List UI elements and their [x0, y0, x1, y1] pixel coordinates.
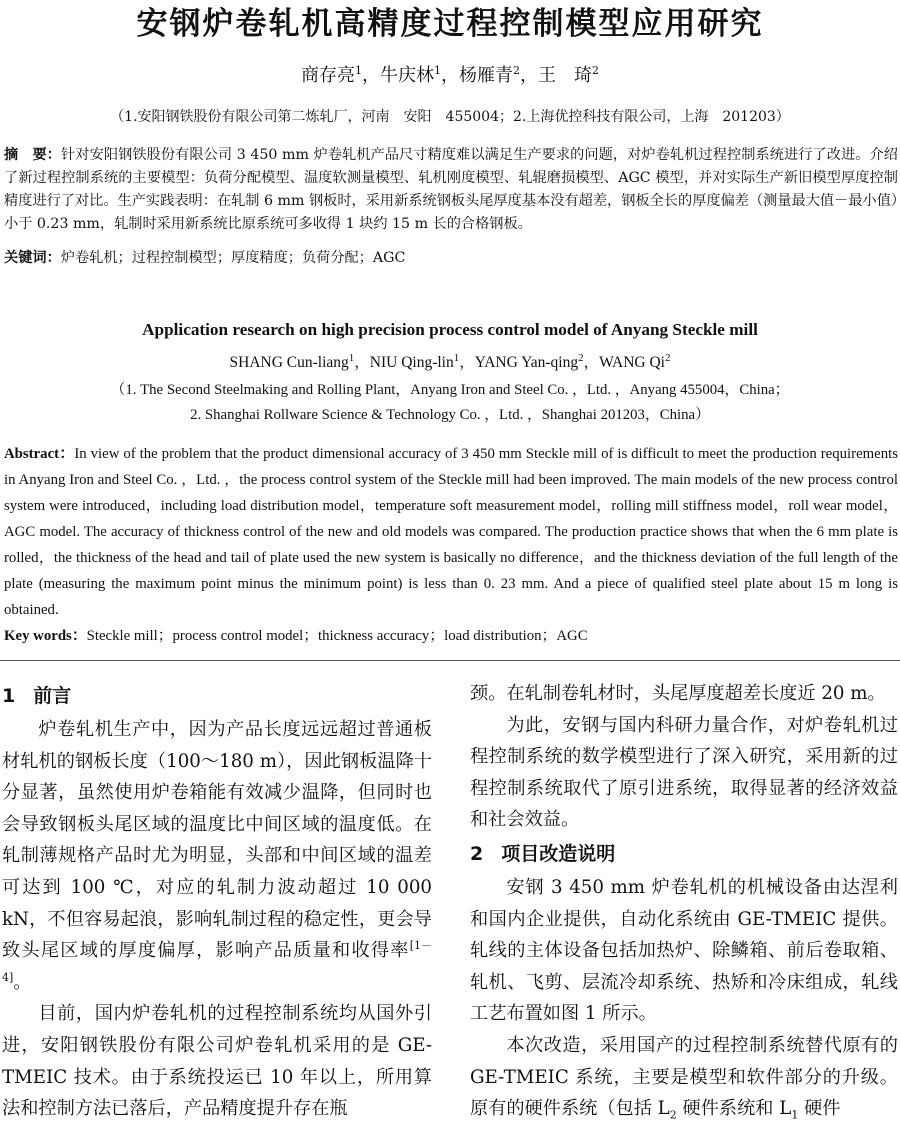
keywords-en-label: Key words：	[4, 628, 87, 644]
author-name: YANG Yan-qing	[474, 354, 579, 371]
affiliation-en-line-2: 2. Shanghai Rollware Science & Technology Co. ，Ltd. ，Shanghai 201203，China）	[190, 407, 710, 423]
subscript: 1	[791, 1108, 799, 1122]
abstract-en	[4, 441, 898, 623]
author-name: 牛庆林	[380, 65, 434, 86]
paragraph-text: 硬件	[798, 1098, 841, 1120]
abstract-cn-label: 摘 要：	[4, 147, 62, 163]
affiliation-cn: （1.安阳钢铁股份有限公司第二炼轧厂，河南 安阳 455004；2.上海优控科技有限公司，上海 201203）	[110, 109, 790, 125]
body-paragraph	[470, 1030, 898, 1125]
author-name: SHANG Cun-liang	[229, 354, 349, 371]
citation-ref: [1－4]	[2, 939, 432, 984]
author-affiliation-mark: 2	[578, 351, 584, 364]
paragraph-text: 硬件系统和 L	[676, 1098, 792, 1120]
paragraph-end: 。	[13, 971, 32, 993]
author-name: 商存亮	[301, 65, 355, 86]
abstract-en-label: Abstract：	[4, 446, 75, 462]
section-number: 2	[470, 842, 484, 865]
author-name: WANG Qi	[599, 354, 665, 371]
body-paragraph	[2, 714, 432, 998]
body-column-right	[470, 678, 898, 1125]
section-title: 项目改造说明	[501, 842, 616, 865]
author-affiliation-mark: 2	[665, 351, 671, 364]
author-name: NIU Qing-lin	[369, 354, 454, 371]
section-number: 1	[2, 685, 16, 707]
keywords-cn-text: 炉卷轧机；过程控制模型；厚度精度；负荷分配；AGC	[60, 250, 406, 266]
abstract-en-text: In view of the problem that the product dimensional accuracy of 3 450 mm Steckle mill of is difficult to meet the production requirements in Anyang Iron and Steel Co. ，Ltd. ，the process control system of the Steckle mill had been improved. The main models of the new process control system were introduced，including load distribution model，temperature soft measurement model，rolling mill stiffness model，roll wear model，AGC model. The accuracy of thickness control of the new and old models was compared. The production practice shows that when the 6 mm plate is rolled，the thickness of the head and tail of plate used the new system is basically no difference，and the thickness deviation of the full length of the plate (measuring the maximum point minus the minimum point) is less than 0. 23 mm. And a piece of qualified steel plate about 15 m long is obtained.	[4, 446, 898, 618]
paragraph-text: 炉卷轧机生产中，因为产品长度远远超过普通板材轧机的钢板长度（100～180 m），因此钢板温降十分显著，虽然使用炉卷箱能有效减少温降，但同时也会导致钢板头尾区域的温度比中间区域的温度低。在轧制薄规格产品时尤为明显，头部和中间区域的温差可达到 100 ℃，对应的轧制力波动超过 10 000 kN，不但容易起浪，影响轧制过程的稳定性，更会导致头尾区域的厚度偏厚，影响产品质量和收得率	[2, 719, 432, 962]
paper-title-cn: 安钢炉卷轧机高精度过程控制模型应用研究	[136, 6, 764, 42]
author-name: 杨雁青	[459, 65, 513, 86]
author-affiliation-mark: 1	[453, 351, 460, 364]
author-affiliation-mark: 1	[348, 351, 355, 364]
abstract-cn	[4, 144, 898, 236]
author-affiliation-mark: 1	[355, 64, 362, 77]
body-column-left	[2, 678, 432, 1125]
affiliation-en-line-1: （1. The Second Steelmaking and Rolling Plant，Anyang Iron and Steel Co. ，Ltd. ，Anyang 455004，China；	[110, 382, 790, 398]
paper-title-en: Application research on high precision process control model of Anyang Steckle mill	[142, 320, 758, 339]
author-affiliation-mark: 2	[592, 64, 599, 77]
keywords-en	[4, 623, 898, 649]
body-paragraph: 目前，国内炉卷轧机的过程控制系统均从国外引进，安阳钢铁股份有限公司炉卷轧机采用的是 GE-TMEIC 技术。由于系统投运已 10 年以上，所用算法和控制方法已落后，产品精度提升存在瓶	[2, 1003, 432, 1120]
section-title: 前言	[33, 685, 72, 707]
body-paragraph: 安钢 3 450 mm 炉卷轧机的机械设备由达涅利和国内企业提供，自动化系统由 GE-TMEIC 提供。轧线的主体设备包括加热炉、除鳞箱、前后卷取箱、轧机、飞剪、层流冷却系统、热矫和冷床组成，轧线工艺布置如图 1 所示。	[470, 876, 898, 1025]
subscript: 2	[669, 1108, 677, 1122]
keywords-cn-label: 关键词：	[4, 250, 61, 266]
body-paragraph-continued: 颈。在轧制卷轧材时，头尾厚度超差长度近 20 m。	[470, 683, 886, 704]
section-heading	[470, 836, 898, 872]
section-heading	[2, 678, 432, 714]
paragraph-text: 本次改造，采用国产的过程控制系统替代原有的 GE-TMEIC 系统，主要是模型和软件部分的升级。原有的硬件系统（包括 L	[470, 1034, 898, 1120]
author-affiliation-mark: 2	[513, 64, 520, 77]
section-divider	[0, 660, 900, 661]
author-name: 王 琦	[538, 65, 592, 86]
authors-cn: 商存亮$^1$，牛庆林$^1$，杨雁青$^2$，王 琦$^2$	[301, 64, 599, 86]
body-paragraph: 为此，安钢与国内科研力量合作，对炉卷轧机过程控制系统的数学模型进行了深入研究，采用新的过程控制系统取代了原引进系统，取得显著的经济效益和社会效益。	[470, 714, 898, 831]
abstract-cn-text: 针对安阳钢铁股份有限公司 3 450 mm 炉卷轧机产品尺寸精度难以满足生产要求的问题，对炉卷轧机过程控制系统进行了改进。介绍了新过程控制系统的主要模型：负荷分配模型、温度软测量模型、轧机刚度模型、轧辊磨损模型、AGC 模型，并对实际生产新旧模型厚度控制精度进行了对比。生产实践表明：在轧制 6 mm 钢板时，采用新系统钢板头尾厚度基本没有超差，钢板全长的厚度偏差（测量最大值－最小值）小于 0.23 mm，轧制时采用新系统比原系统可多收得 1 块约 15 m 长的合格钢板。	[4, 147, 898, 232]
keywords-cn	[4, 247, 898, 270]
keywords-en-text: Steckle mill；process control model；thickness accuracy；load distribution；AGC	[86, 628, 588, 644]
authors-en: SHANG Cun-liang$^1$，NIU Qing-lin$^1$，YANG Yan-qing$^2$，WANG Qi$^2$	[229, 351, 671, 371]
author-affiliation-mark: 1	[434, 64, 441, 77]
